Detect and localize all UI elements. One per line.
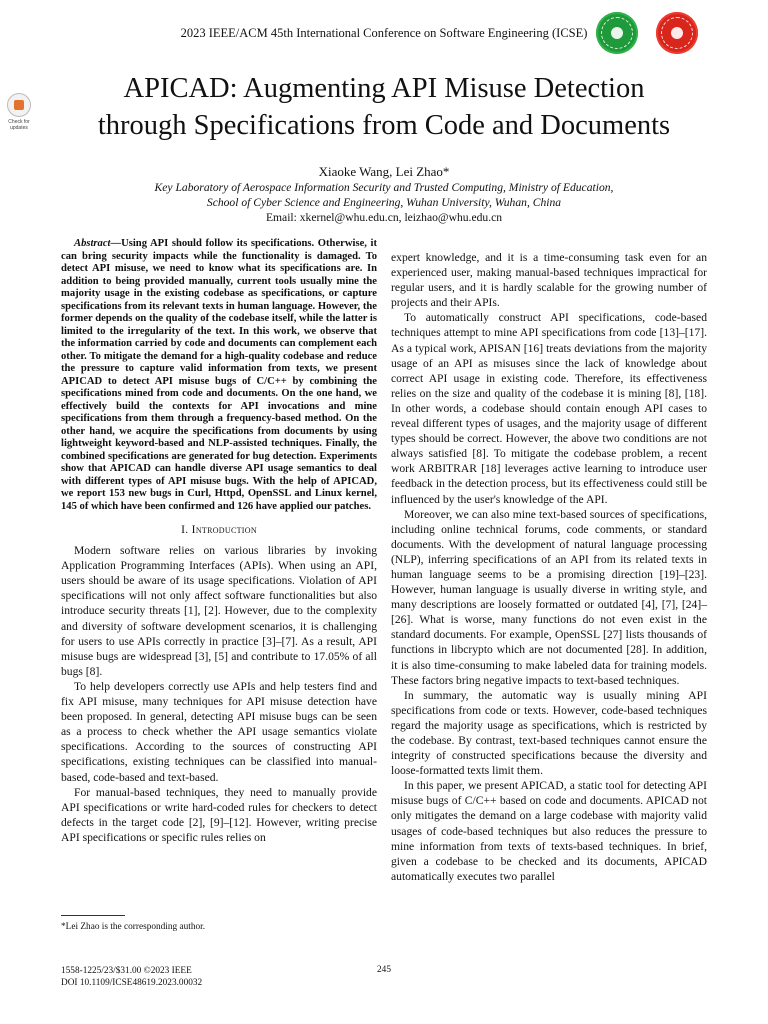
title-line-1: APICAD: Augmenting API Misuse Detection — [123, 73, 645, 104]
artifacts-evaluated-badge-icon — [656, 12, 698, 54]
abstract: Abstract—Using API should follow its specifications. Otherwise, it can bring security impacts while the functionality is damaged. To detect API misuse, we need to know what its specifications are. In addition to being provided manually, current tools usually mine the majority usage in the existing codebase as specifications, or capture specifications from its relevant texts in human language. However, the former depends on the quality of the codebase itself, while the latter is limited to the irregularity of the text. In this work, we observe that the information carried by code and documents can complement each other. To mitigate the demand for a high-quality codebase and reduce the pressure to capture valid information from texts, we present APICAD to detect API misuse bugs of C/C++ by combining the specifications mined from code and documents. On the one hand, we effectively build the contexts for API invocations and mine specifications from them through a frequency-based method. On the other hand, we acquire the specifications from documents by using lightweight keyword-based and NLP-assisted techniques. Finally, the combined specifications are generated for bug detection. Experiments show that APICAD can handle diverse API usage semantics to deal with different types of API misuse bugs. With the help of APICAD, we report 153 new bugs in Curl, Httpd, OpenSSL and Linux kernel, 145 of which have been confirmed and 126 have applied our patches. — [61, 238, 377, 512]
paper-title — [0, 70, 768, 144]
section-heading-introduction: I. Introduction — [181, 523, 257, 536]
paragraph: expert knowledge, and it is a time-consuming task even for an experienced user, making manual-based techniques impractical for regular users, and it is hardly scalable for the growing number of projects and their APIs. — [391, 251, 707, 310]
conference-header: 2023 IEEE/ACM 45th International Conference on Software Engineering (ICSE) — [180, 26, 588, 40]
paragraph: To help developers correctly use APIs and help testers find and fix API misuse, many techniques for API misuse detection have been proposed. In general, detecting API misuse bugs can be seen as a process to check whether the API usage semantics violate specifications. According to the sources of constructing API specifications, existing techniques can be classified into manual-based, code-based and text-based. — [61, 679, 377, 784]
right-column — [391, 250, 707, 884]
title-line-2: through Specifications from Code and Documents — [97, 110, 671, 141]
paragraph: In summary, the automatic way is usually mining API specifications from code or texts. However, code-based techniques regard the majority usage as specifications, which is restricted by the codebase. By contrast, text-based techniques cannot ensure the integrity of constructed specifications because the diversity and loose-formatted texts limit them. — [391, 688, 707, 778]
artifacts-available-badge-icon — [596, 12, 638, 54]
paragraph: For manual-based techniques, they need to manually provide API specifications or write hard-coded rules for checkers to detect defects in the target code [2], [9]–[12]. However, writing precise API specifications or specific rules relies on — [61, 785, 377, 844]
paragraph: Moreover, we can also mine text-based sources of specifications, including online technical forums, code comments, or standard documents. With the development of natural language processing (NLP), inferring specifications of an API from its related texts in human language seems to be a promising direction [19]–[23]. However, human language is usually diverse in writing style, and many descriptions are loosely formatted or outdated [4], [7], [24]–[26]. What is worse, many functions do not even exist in the standard documents. For example, OpenSSL [27] lists thousands of functions in libcrypto which are not documented [28]. In addition, it is also time-consuming to make labeled data for training models. These factors bring negative impacts to text-based techniques. — [391, 507, 707, 687]
footnote-divider — [61, 915, 125, 916]
email: Email: xkernel@whu.edu.cn, leizhao@whu.edu.cn — [265, 211, 503, 224]
check-updates-label: Check for updates — [8, 119, 30, 131]
left-column — [61, 238, 377, 845]
page-number: 245 — [377, 965, 391, 975]
paragraph: To automatically construct API specifications, code-based techniques attempt to mine API specifications from code [13]–[17]. As a typical work, APISAN [16] treats deviations from the majority usage of an API as misuses since the lack of knowledge about correct API usage in existing code. Therefore, its effectiveness relies on the size and quality of the codebase it is mining [8], [18]. In other words, a codebase should contain enough API cases to reveal different types of usages, and the majority usage of different types should be correct. However, the above two conditions are not always satisfied [8]. To mitigate the codebase problem, a recent work ARBITRAR [18] leverages active learning to introduce user feedback in the detection process, but its effectiveness could still be influenced by the user's knowledge of the API. — [391, 311, 707, 506]
copyright-footer: 1558-1225/23/$31.00 ©2023 IEEE DOI 10.1109/ICSE48619.2023.00032 — [61, 966, 203, 988]
paragraph: Modern software relies on various libraries by invoking Application Programming Interfaces (APIs). When using an API, users should be aware of its usage specifications. Violation of API specifications will not only affect software functionalities but also introduce security threats [1], [2]. However, due to the complexity and diversity of software development scenarios, it is challenging for users to use APIs correctly in practice [3]–[7]. As a result, API misuse bugs are widespread [3], [5] and contribute to 17.05% of all bugs [8]. — [61, 544, 377, 678]
authors: Xiaoke Wang, Lei Zhao* — [318, 164, 450, 179]
paragraph: In this paper, we present APICAD, a static tool for detecting API misuse bugs of C/C++ based on code and documents. APICAD not only mitigates the demand on a large codebase with majority valid usages of code-based techniques but also reduces the pressure to mine information from texts of texts-based techniques. In brief, given a codebase to be checked and its documents, APICAD automatically executes two parallel — [391, 779, 707, 883]
affiliation: Key Laboratory of Aerospace Information Security and Trusted Computing, Ministry of Education, School of Cyber Science and Engineering, Wuhan University, Wuhan, China — [154, 181, 614, 209]
footnote: *Lei Zhao is the corresponding author. — [61, 922, 206, 932]
